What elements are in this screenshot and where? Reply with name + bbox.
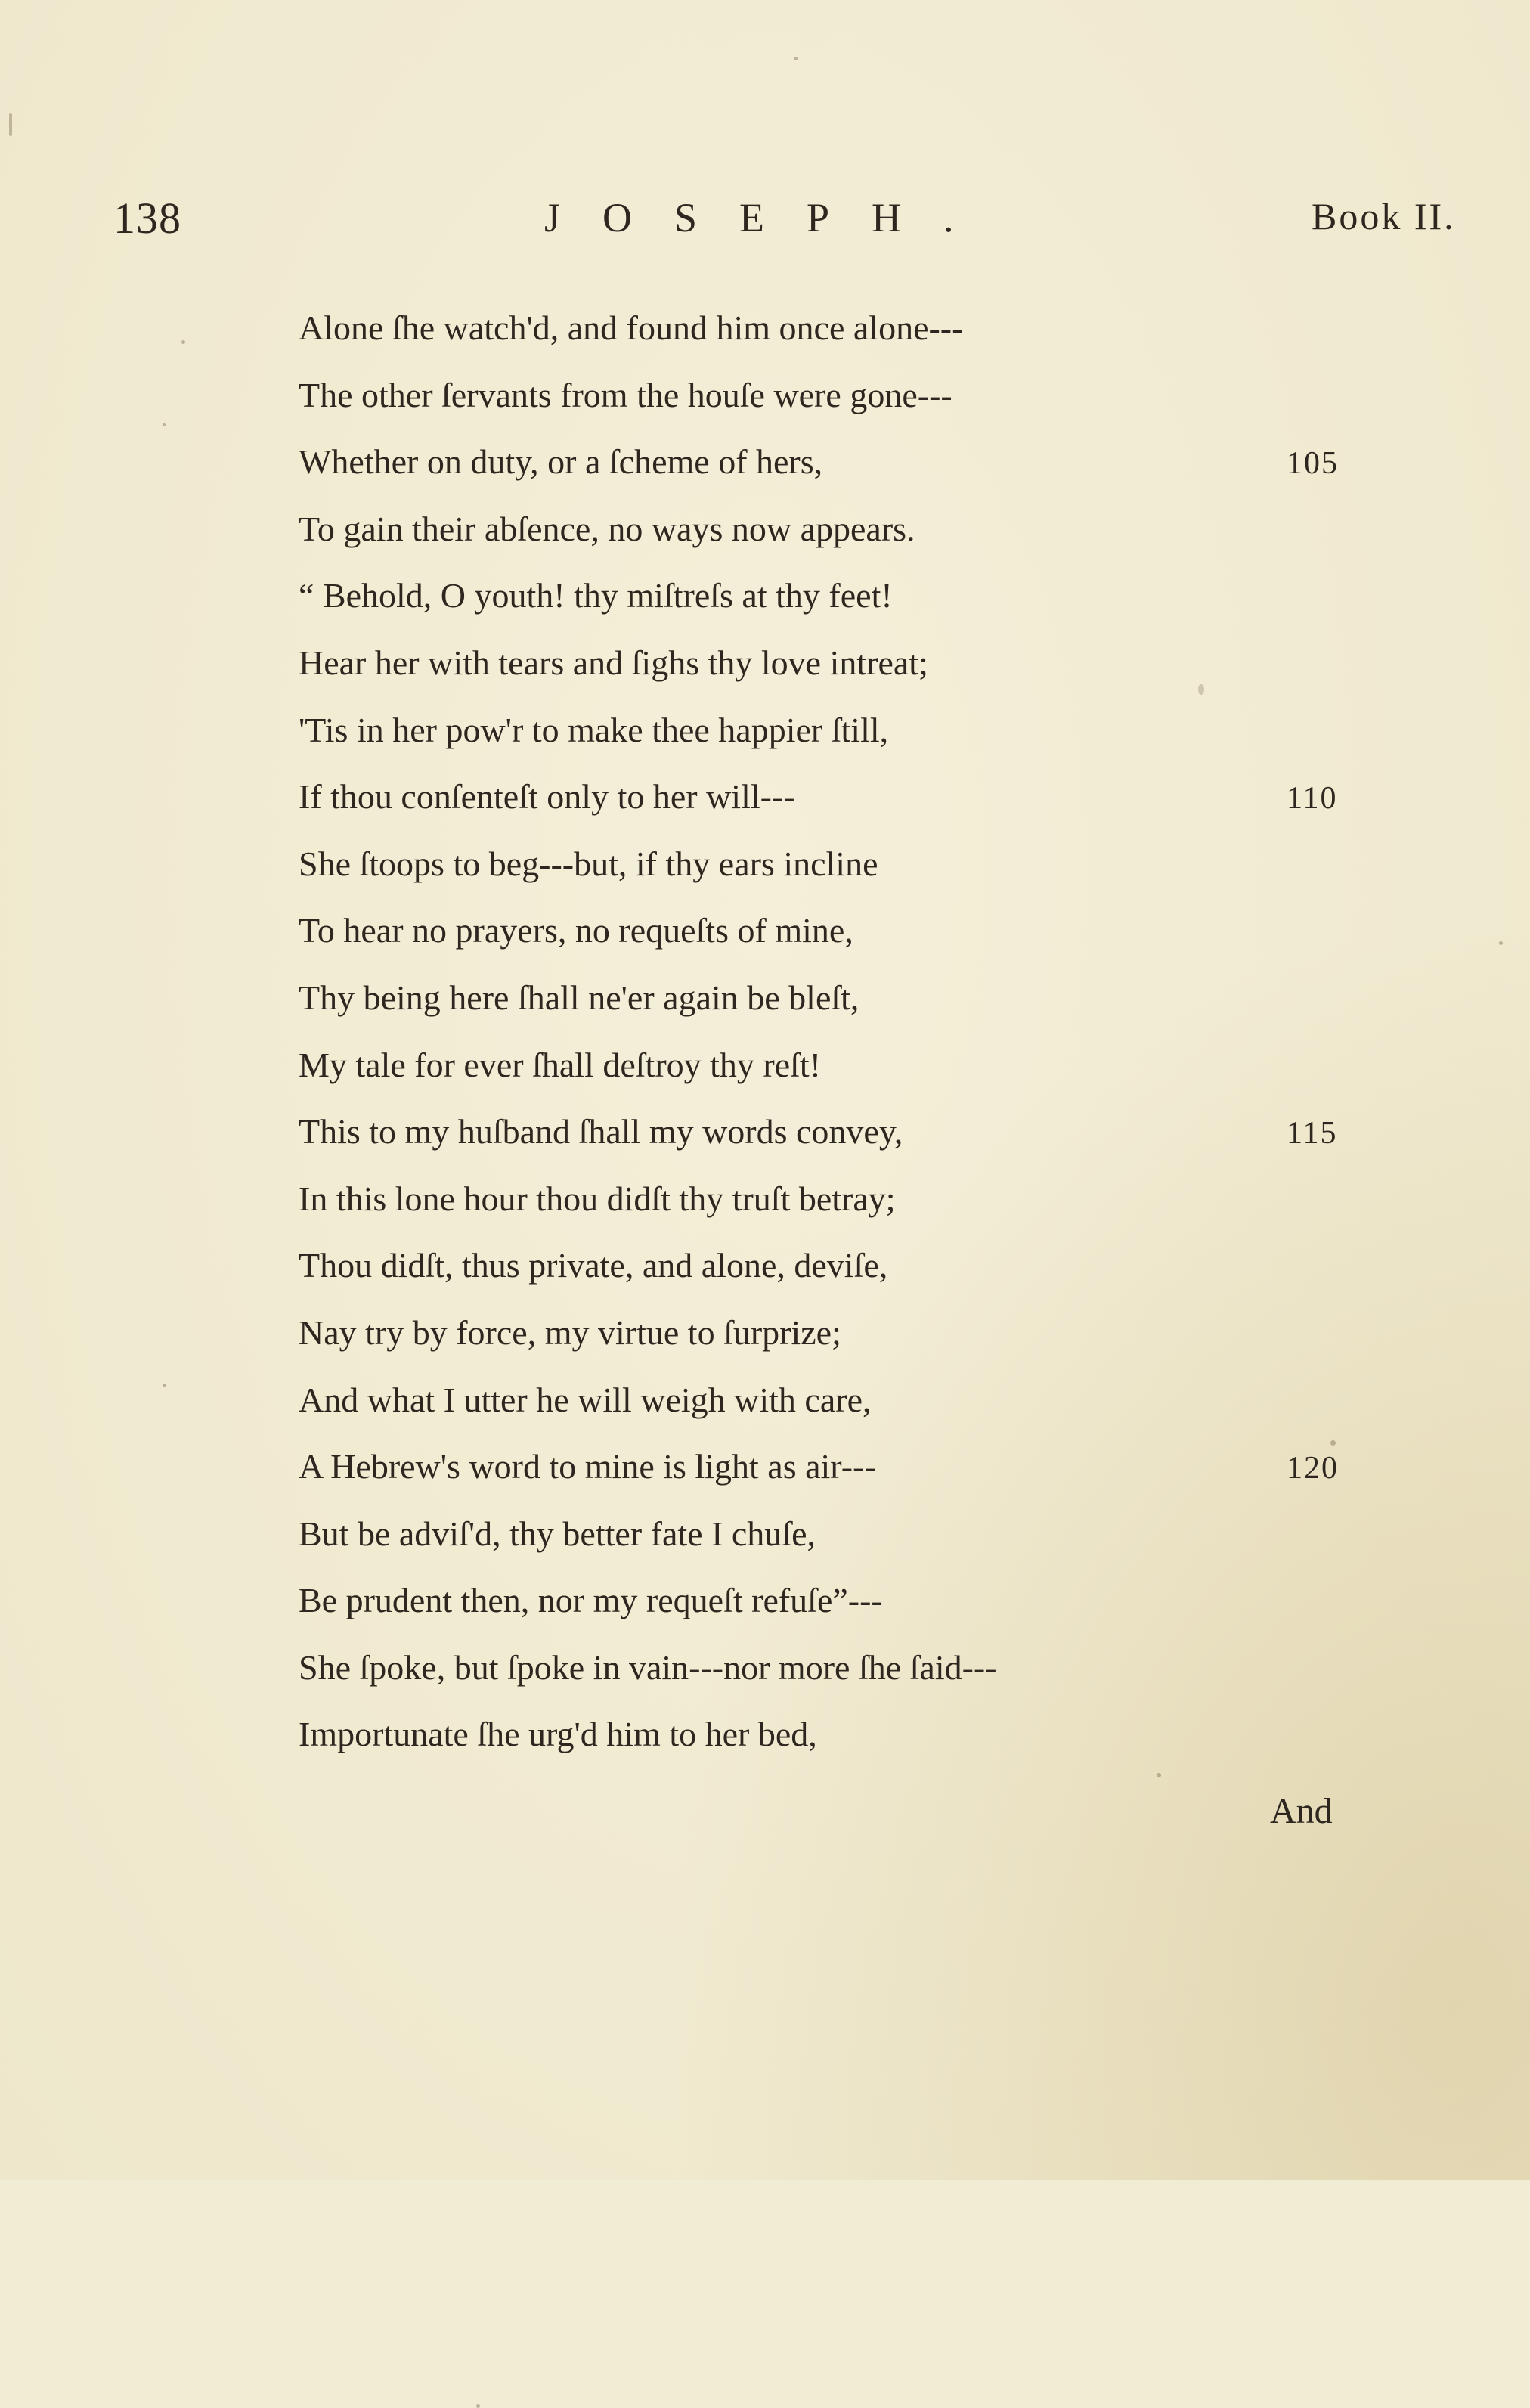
verse-text: In this lone hour thou didſt thy truſt betray; [299,1179,896,1218]
book-label: Book II. [1312,195,1456,237]
verse-text: Alone ſhe watch'd, and found him once alone--- [299,308,964,347]
verse-line [299,496,1357,563]
verse-text: 'Tis in her pow'r to make thee happier ſtill, [299,710,889,749]
verse-line [299,1501,1357,1568]
line-number: 115 [1287,1116,1338,1151]
verse-line [299,831,1357,898]
line-number: 110 [1287,781,1338,817]
verse-text: A Hebrew's word to mine is light as air--- [299,1447,876,1486]
poem-body [299,295,1357,1768]
verse-line [299,1099,1357,1166]
verse-text: To hear no prayers, no requeſts of mine, [299,911,853,950]
verse-line [299,897,1357,965]
verse-text: This to my huſband ſhall my words convey, [299,1112,903,1151]
verse-line [299,1567,1357,1635]
verse-text: If thou conſenteſt only to her will--- [299,777,795,817]
verse-line [299,429,1357,496]
verse-line [299,1635,1357,1702]
verse-text: Whether on duty, or a ſcheme of hers, [299,442,823,482]
page-header [0,193,1530,261]
verse-line [299,1032,1357,1099]
line-number: 105 [1287,446,1339,482]
verse-line [299,562,1357,630]
line-number: 120 [1287,1451,1339,1486]
verse-text: Hear her with tears and ſighs thy love intreat; [299,643,928,682]
verse-line [299,1166,1357,1233]
verse-text: The other ſervants from the houſe were gone--- [299,375,952,414]
verse-line [299,764,1357,831]
verse-text: Thou didſt, thus private, and alone, deviſe, [299,1246,888,1285]
verse-line [299,1701,1357,1768]
verse-text: Importunate ſhe urg'd him to her bed, [299,1715,817,1754]
running-title: JOSEPH. [544,195,996,240]
verse-line [299,295,1357,362]
verse-line [299,362,1357,429]
verse-text: My tale for ever ſhall deſtroy thy reſt! [299,1045,822,1084]
catchword: And [1270,1791,1333,1831]
verse-text: She ſtoops to beg---but, if thy ears incline [299,844,878,883]
verse-text: And what I utter he will weigh with care, [299,1380,872,1419]
verse-text: But be adviſ'd, thy better fate I chuſe, [299,1514,816,1553]
verse-line [299,1300,1357,1367]
verse-text: Thy being here ſhall ne'er again be bleſt, [299,978,859,1017]
verse-text: To gain their abſence, no ways now appears. [299,509,915,548]
page-number: 138 [113,194,181,243]
verse-line [299,697,1357,764]
verse-line [299,965,1357,1032]
verse-line [299,1232,1357,1300]
verse-line [299,1367,1357,1434]
verse-text: Be prudent then, nor my requeſt refuſe”--- [299,1581,883,1620]
verse-text: She ſpoke, but ſpoke in vain---nor more ſhe ſaid--- [299,1647,997,1687]
verse-text: “ Behold, O youth! thy miſtreſs at thy feet! [299,576,893,615]
verse-line [299,1433,1357,1501]
verse-text: Nay try by force, my virtue to ſurprize; [299,1312,841,1352]
